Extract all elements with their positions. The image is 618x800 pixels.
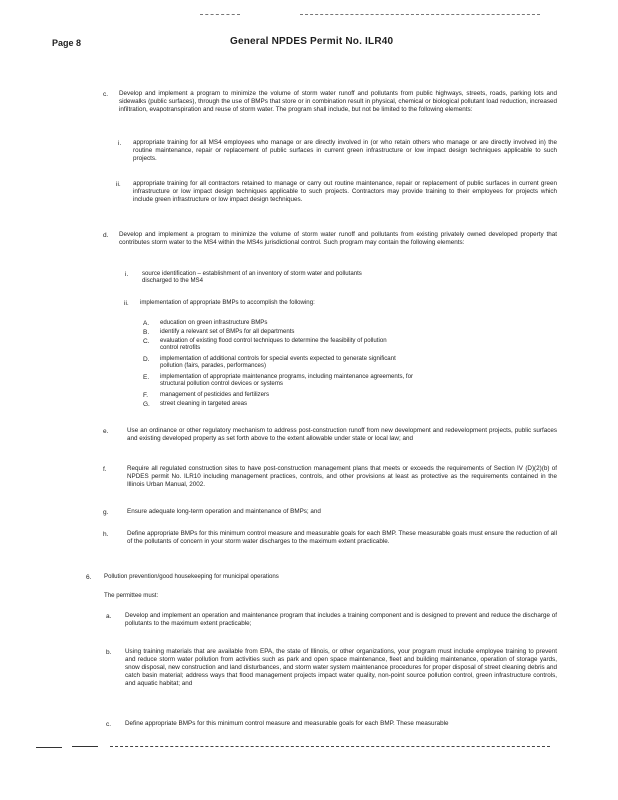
item-label-d: d.	[103, 232, 109, 239]
item-c-sub-label-2: ii.	[116, 181, 121, 188]
list-text-g: street cleaning in targeted areas	[160, 400, 248, 407]
section-6-lead: The permittee must:	[104, 592, 159, 599]
item-text-c: Develop and implement a program to minimize the volume of storm water runoff and pollutants from public highways, streets, roads, parking lots and sidewalks (public surfaces), through the use of BMPs that store or in combination result in physical, chemical or biological pollutant load reduction, increased infiltration, evapotranspiration and reuse of storm water. The program shall include, but not be limited to the following elements:	[119, 90, 557, 114]
item-text-g: Ensure adequate long-term operation and maintenance of BMPs; and	[127, 508, 321, 515]
list-label-f: F.	[143, 392, 149, 399]
list-label-a: A.	[143, 320, 150, 327]
item-d-sub-label-1: i.	[125, 271, 129, 278]
section-6-label-b: b.	[106, 649, 112, 656]
list-label-d: D.	[143, 356, 150, 363]
section-6-label-a: a.	[106, 613, 112, 620]
section-6-title: Pollution prevention/good housekeeping for municipal operations	[104, 573, 279, 580]
item-c-sub-label-1: i.	[118, 140, 122, 147]
item-text-d: Develop and implement a program to minimize the volume of storm water runoff and pollutants from existing privately owned developed property that contributes storm water to the MS4 within the MS4s jurisdictional control. Such program may contain the following elements:	[119, 231, 557, 247]
section-6-label-c: c.	[106, 721, 112, 728]
list-text-a: education on green infrastructure BMPs	[160, 319, 268, 326]
scan-artifact-line	[110, 746, 550, 747]
page-title: General NPDES Permit No. ILR40	[230, 36, 394, 47]
list-text-f: management of pesticides and fertilizers	[160, 391, 270, 398]
item-d-sub-text-2: implementation of appropriate BMPs to accomplish the following:	[140, 299, 315, 306]
item-label-h: h.	[103, 531, 109, 538]
list-label-e: E.	[143, 374, 150, 381]
item-d-sub-text-1: source identification – establishment of an inventory of storm water and pollutants discharged to the MS4	[142, 270, 362, 285]
section-6-text-b: Using training materials that are available from EPA, the state of Illinois, or other organizations, your program must include employee training to prevent and reduce storm water pollution from activities such as park and open space maintenance, fleet and building maintenance, operation of storage yards, snow disposal, new construction and land disturbances, and storm water system maintenance procedures for proper disposal of street cleaning debris and catch basin material; address ways that flood management projects impact water quality, non-point source pollution control, green infrastructure controls, and aquatic habitat; and	[125, 648, 557, 688]
section-6-text-a: Develop and implement an operation and maintenance program that includes a training component and is designed to prevent and reduce the discharge of pollutants to the maximum extent practicable;	[125, 612, 557, 628]
list-text-b: identify a relevant set of BMPs for all departments	[160, 328, 295, 335]
list-text-d: implementation of additional controls for special events expected to generate significant pollution (fairs, parades, performances)	[160, 355, 396, 370]
item-label-e: e.	[103, 428, 109, 435]
page-number: Page 8	[52, 38, 82, 48]
item-text-h: Define appropriate BMPs for this minimum control measure and measurable goals for each BMP. These measurable goals must ensure the reduction of all of the pollutants of concern in your storm water discharges to the maximum extent practicable.	[127, 530, 557, 546]
list-label-g: G.	[143, 401, 150, 408]
list-text-e: implementation of appropriate maintenance programs, including maintenance agreements, for structural pollution control devices or systems	[160, 373, 414, 388]
list-label-b: B.	[143, 329, 150, 336]
item-label-c: c.	[103, 91, 109, 98]
section-6-number: 6.	[86, 574, 92, 581]
item-c-sub-text-1: appropriate training for all MS4 employees who manage or are directly involved in (or who retain others who manage or are directly involved in) the routine maintenance, repair or replacement of public surfaces in current green infrastructure or low impact design techniques applicable to such projects.	[133, 139, 557, 163]
scan-artifact-line	[200, 14, 240, 15]
item-c-sub-text-2: appropriate training for all contractors retained to manage or carry out routine maintenance, repair or replacement of public surfaces in current green infrastructure or low impact design techniques applicable to such projects. Contractors may provide training to their employees for projects which include green infrastructure or low impact design techniques.	[133, 180, 557, 204]
item-label-g: g.	[103, 509, 109, 516]
scan-artifact-line	[300, 14, 540, 15]
item-text-f: Require all regulated construction sites to have post-construction management plans that meets or exceeds the requirements of Section IV (D)(2)(b) of NPDES permit No. ILR10 including management practices, controls, and other provisions at least as protective as the requirements contained in the Illinois Urban Manual, 2002.	[127, 465, 557, 489]
item-d-sub-label-2: ii.	[124, 300, 129, 307]
item-label-f: f.	[103, 466, 107, 473]
list-text-c: evaluation of existing flood control techniques to determine the feasibility of pollution control retrofits	[160, 337, 387, 352]
scan-artifact-line	[36, 747, 62, 748]
section-6-text-c: Define appropriate BMPs for this minimum control measure and measurable goals for each BMP. These measurable	[125, 720, 449, 727]
item-text-e: Use an ordinance or other regulatory mechanism to address post-construction runoff from new development and redevelopment projects, public surfaces and existing developed property as set forth above to the extent allowable under state or local law; and	[127, 427, 557, 443]
list-label-c: C.	[143, 338, 150, 345]
scan-artifact-line	[72, 746, 98, 747]
